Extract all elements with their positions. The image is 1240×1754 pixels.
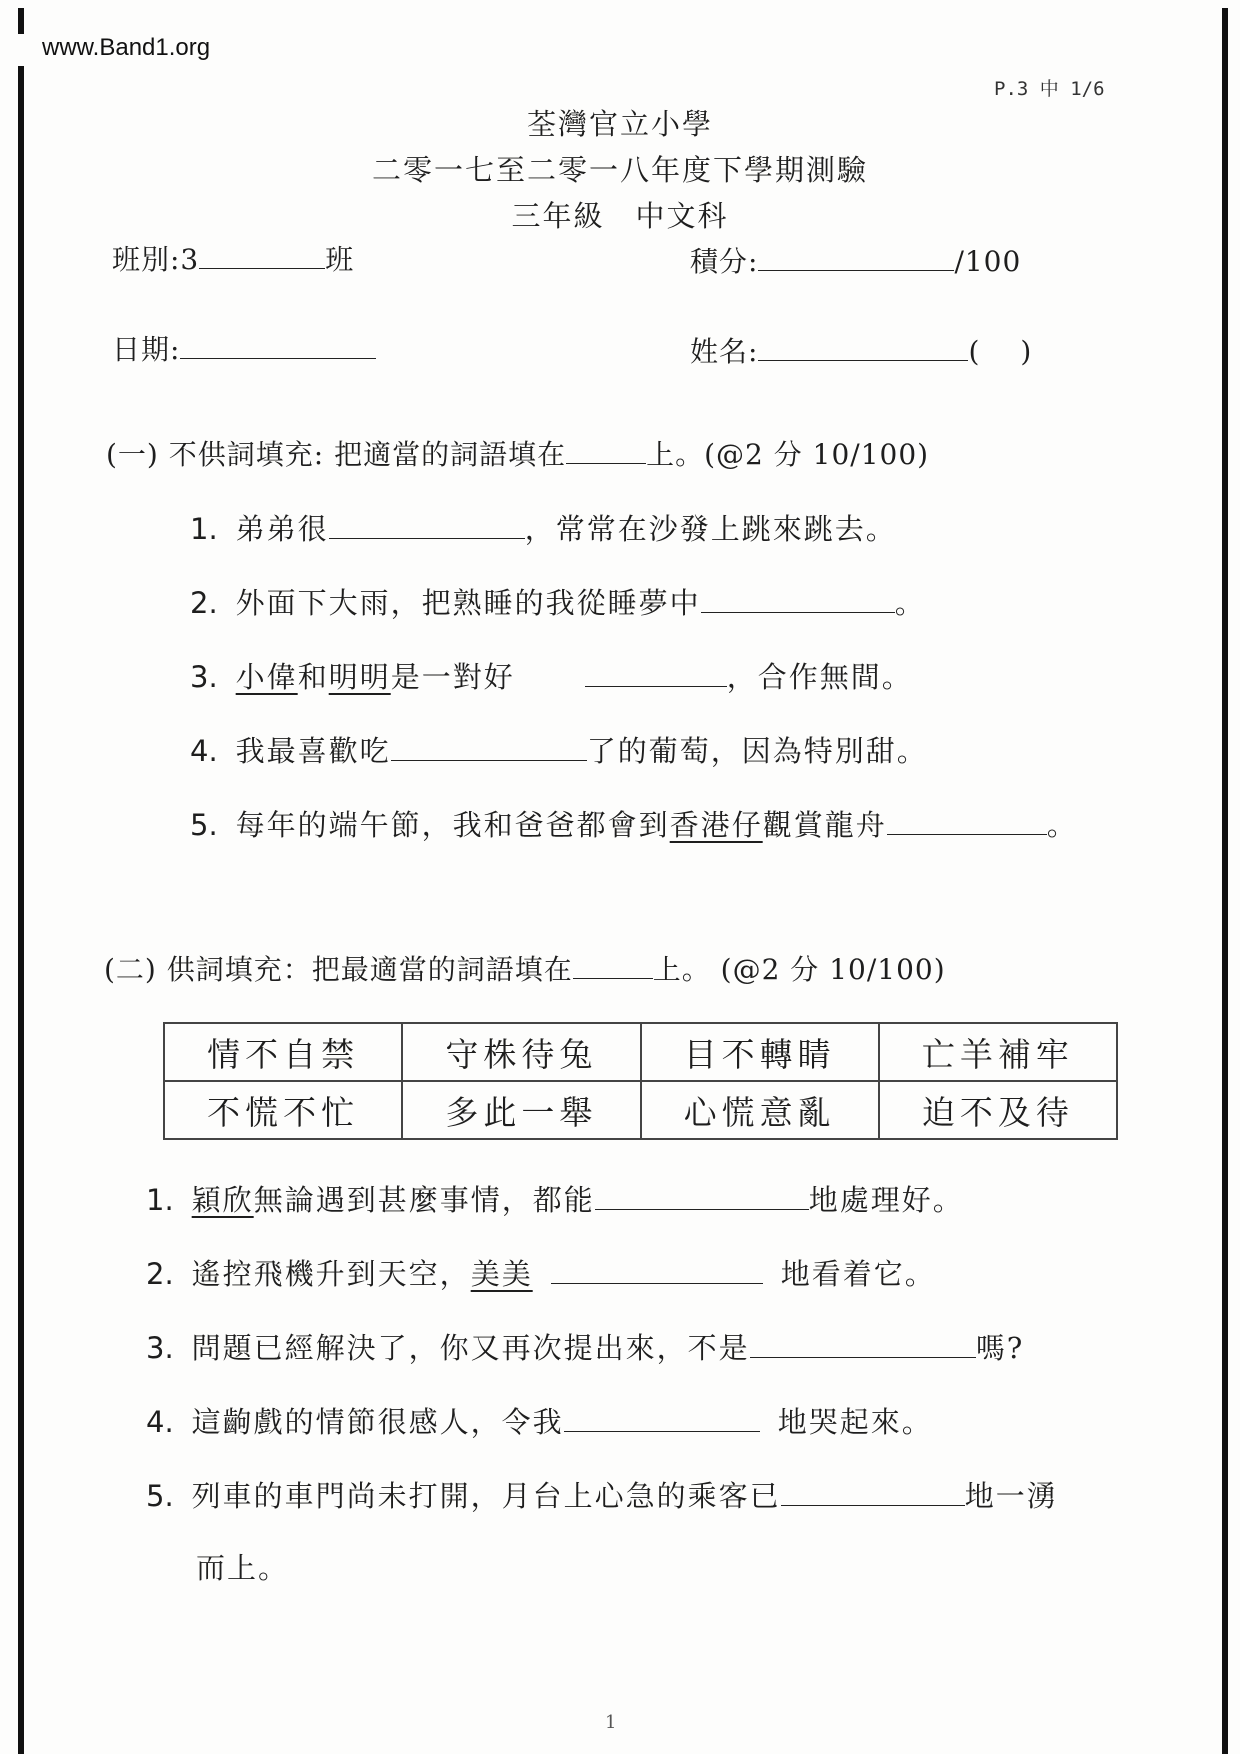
name-blank[interactable] [758, 359, 968, 361]
answer-blank[interactable] [551, 1282, 763, 1284]
page-reference: P.3 中 1/6 [994, 78, 1105, 100]
class-field [112, 238, 354, 278]
right-scan-border [1222, 8, 1228, 1754]
left-margin-mark [18, 8, 24, 34]
s1-question-3: 3. 小偉和明明是一對好 ，合作無間。 [190, 660, 913, 694]
word-bank-cell: 不慌不忙 [164, 1081, 402, 1139]
s2-question-5: 5. 列車的車門尚未打開，月台上心急的乘客已 地一湧 [146, 1479, 1058, 1513]
word-bank-cell: 目不轉睛 [641, 1023, 879, 1081]
section1-heading: (一) 不供詞填充: 把適當的詞語填在 上。(@2 分 10/100) [106, 438, 930, 471]
word-bank-table [163, 1022, 1118, 1140]
name-label: 姓名: [690, 335, 759, 368]
left-scan-border [18, 66, 24, 1754]
score-field [690, 240, 1021, 280]
date-field [112, 328, 376, 368]
s2-question-4: 4. 這齣戲的情節很感人，令我 地哭起來。 [146, 1405, 933, 1439]
watermark-url: www.Band1.org [42, 34, 211, 61]
answer-blank[interactable] [781, 1504, 965, 1506]
section2-heading: (二) 供詞填充：把最適當的詞語填在 上。 (@2 分 10/100) [104, 953, 946, 986]
s1-question-5: 5. 每年的端午節，我和爸爸都會到香港仔觀賞龍舟 。 [190, 808, 1078, 842]
answer-blank[interactable] [391, 759, 587, 761]
answer-blank[interactable] [887, 833, 1047, 835]
s1-question-1: 1. 弟弟很 ，常常在沙發上跳來跳去。 [190, 512, 897, 546]
class-suffix: 班 [325, 243, 355, 276]
answer-blank[interactable] [750, 1356, 976, 1358]
word-bank-cell: 心慌意亂 [641, 1081, 879, 1139]
word-bank-cell: 迫不及待 [879, 1081, 1117, 1139]
s2-question-5-continuation: 而上。 [196, 1551, 290, 1585]
answer-blank[interactable] [595, 1208, 809, 1210]
score-label: 積分: [690, 245, 759, 278]
word-bank-row [164, 1081, 1117, 1139]
date-label: 日期: [112, 333, 181, 366]
word-bank-cell: 亡羊補牢 [879, 1023, 1117, 1081]
name-paren-open: ( [968, 335, 981, 368]
page-number: 1 [605, 1712, 617, 1733]
score-total: /100 [954, 245, 1022, 278]
school-name: 荃灣官立小學 [526, 107, 713, 141]
date-blank[interactable] [180, 357, 376, 359]
class-label: 班別:3 [112, 243, 200, 276]
answer-blank[interactable] [701, 611, 895, 613]
word-bank-row [164, 1023, 1117, 1081]
name-paren-close: ) [1020, 335, 1033, 368]
score-blank[interactable] [758, 269, 954, 271]
s1-question-4: 4. 我最喜歡吃 了的葡萄，因為特別甜。 [190, 734, 928, 768]
answer-blank[interactable] [329, 537, 525, 539]
grade-subject: 三年級 中文科 [511, 199, 729, 233]
s2-question-2: 2. 遙控飛機升到天空，美美 地看着它。 [146, 1257, 936, 1291]
s2-question-1: 1. 穎欣無論遇到甚麼事情，都能 地處理好。 [146, 1183, 964, 1217]
word-bank-cell: 情不自禁 [164, 1023, 402, 1081]
name-field [690, 330, 1032, 370]
exam-title: 二零一七至二零一八年度下學期測驗 [371, 153, 868, 187]
s2-question-3: 3. 問題已經解決了，你又再次提出來，不是 嗎? [146, 1331, 1025, 1365]
class-blank[interactable] [199, 267, 325, 269]
answer-blank[interactable] [585, 685, 727, 687]
answer-blank[interactable] [564, 1430, 760, 1432]
s1-question-2: 2. 外面下大雨，把熟睡的我從睡夢中 。 [190, 586, 926, 620]
word-bank-cell: 守株待兔 [402, 1023, 640, 1081]
word-bank-cell: 多此一舉 [402, 1081, 640, 1139]
